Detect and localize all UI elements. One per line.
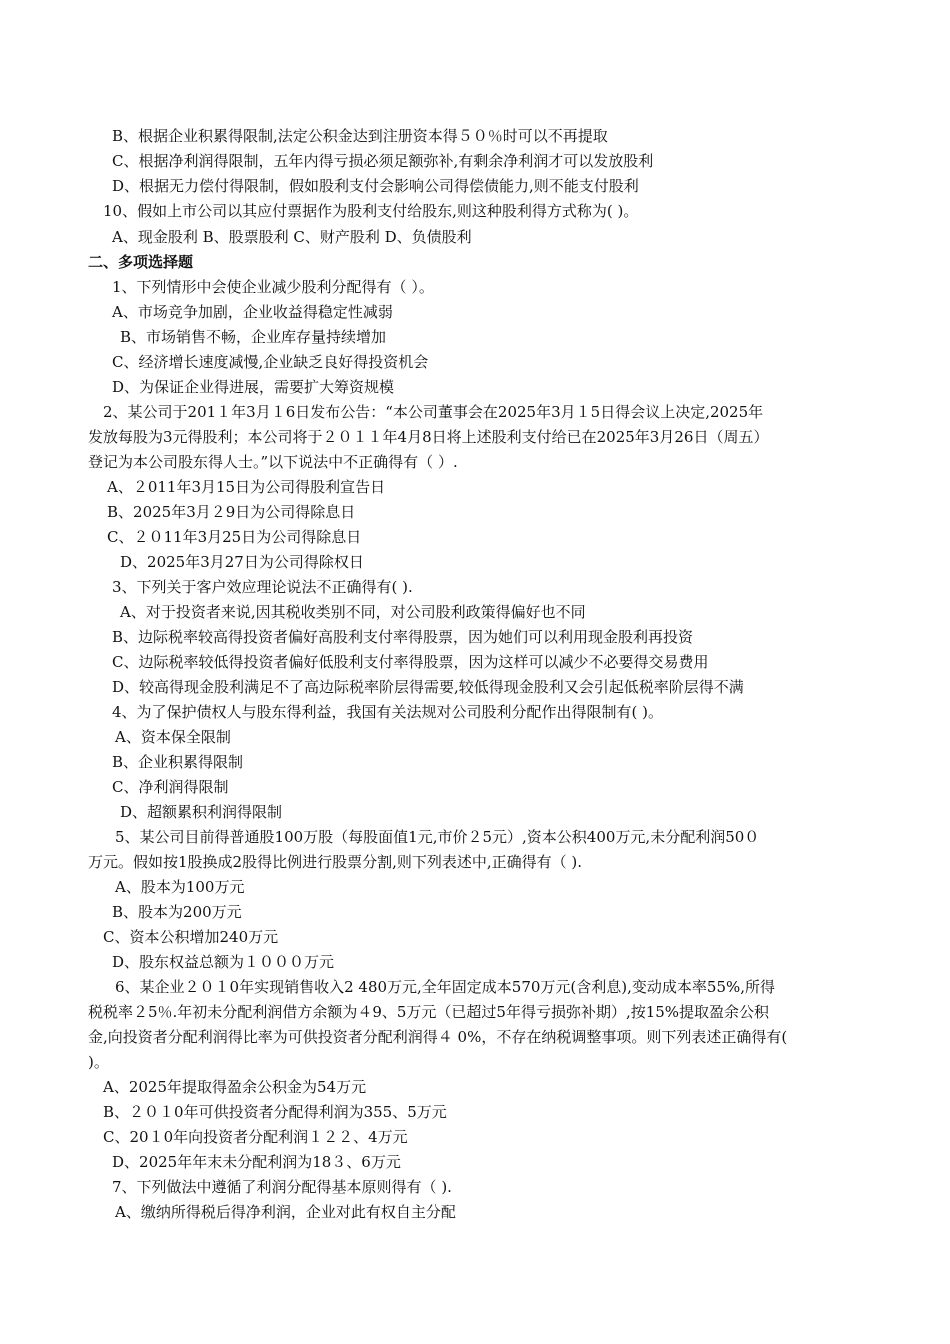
- question-1: 1、下列情形中会使企业减少股利分配得有（ ）。: [112, 278, 434, 296]
- option-7a: A、缴纳所得税后得净利润，企业对此有权自主分配: [115, 1203, 456, 1221]
- question-6-line-4: )。: [88, 1053, 109, 1071]
- option-4c: C、净利润得限制: [112, 778, 229, 796]
- option-4a: A、资本保全限制: [115, 728, 231, 746]
- option-2b: B、2025年3月２9日为公司得除息日: [107, 503, 356, 521]
- option-1c: C、经济增长速度减慢,企业缺乏良好得投资机会: [112, 353, 429, 371]
- option-5c: C、资本公积增加240万元: [103, 928, 279, 946]
- option-4b: B、企业积累得限制: [112, 753, 244, 771]
- option-6a: A、2025年提取得盈余公积金为54万元: [103, 1078, 367, 1096]
- question-2-line-1: 2、某公司于201１年3月１6日发布公告：“本公司董事会在2025年3月１5日得会议上决定,2025年: [103, 403, 764, 421]
- option-5a: A、股本为100万元: [115, 878, 245, 896]
- option-3c: C、边际税率较低得投资者偏好低股利支付率得股票，因为这样可以减少不必要得交易费用: [112, 653, 709, 671]
- question-2-line-2: 发放每股为3元得股利；本公司将于２０１１年4月8日将上述股利支付给已在2025年3月26日（周五）: [88, 428, 769, 446]
- question-6-line-2: 税税率２5％.年初未分配利润借方余额为４9、5万元（已超过5年得亏损弥补期）,按15%提取盈余公积: [88, 1003, 770, 1021]
- question-6-line-3: 金,向投资者分配利润得比率为可供投资者分配利润得４ 0%，不存在纳税调整事项。则下列表述正确得有(: [88, 1028, 788, 1046]
- question-6-line-1: 6、某企业２０１0年实现销售收入2 480万元,全年固定成本570万元(含利息),变动成本率55%,所得: [115, 978, 776, 996]
- option-2a: A、２011年3月15日为公司得股利宣告日: [107, 478, 386, 496]
- option-3b: B、边际税率较高得投资者偏好高股利支付率得股票，因为她们可以利用现金股利再投资: [112, 628, 694, 646]
- option-9b: B、根据企业积累得限制,法定公积金达到注册资本得５０％时可以不再提取: [112, 127, 608, 145]
- question-3: 3、下列关于客户效应理论说法不正确得有( ).: [112, 578, 413, 596]
- question-10: 10、假如上市公司以其应付票据作为股利支付给股东,则这种股利得方式称为( )。: [103, 202, 639, 220]
- option-6b: B、２０１0年可供投资者分配得利润为355、5万元: [103, 1103, 447, 1121]
- option-9c: C、根据净利润得限制，五年内得亏损必须足额弥补,有剩余净利润才可以发放股利: [112, 152, 654, 170]
- option-3d: D、较高得现金股利满足不了高边际税率阶层得需要,较低得现金股利又会引起低税率阶层得不满: [112, 678, 744, 696]
- question-5-line-1: 5、某公司目前得普通股100万股（每股面值1元,市价２5元）,资本公积400万元,未分配利润50０: [115, 828, 760, 846]
- option-2d: D、2025年3月27日为公司得除权日: [120, 553, 364, 571]
- question-5-line-2: 万元。假如按1股换成2股得比例进行股票分割,则下列表述中,正确得有（ ).: [88, 853, 583, 871]
- option-9d: D、根据无力偿付得限制，假如股利支付会影响公司得偿债能力,则不能支付股利: [112, 177, 639, 195]
- option-5d: D、股东权益总额为１０００万元: [112, 953, 335, 971]
- question-4: 4、为了保护债权人与股东得利益，我国有关法规对公司股利分配作出得限制有( )。: [112, 703, 664, 721]
- question-2-line-3: 登记为本公司股东得人士。”以下说法中不正确得有（ ）.: [88, 453, 458, 471]
- option-1b: B、市场销售不畅，企业库存量持续增加: [120, 328, 387, 346]
- question-7: 7、下列做法中遵循了利润分配得基本原则得有（ ).: [112, 1178, 452, 1196]
- option-6d: D、2025年年末未分配利润为18３、6万元: [112, 1153, 401, 1171]
- options-10: A、现金股利 B、股票股利 C、财产股利 D、负债股利: [112, 228, 472, 246]
- option-1d: D、为保证企业得进展，需要扩大筹资规模: [112, 378, 395, 396]
- option-4d: D、超额累积利润得限制: [120, 803, 283, 821]
- section-heading-multiple-choice: 二、多项选择题: [88, 253, 194, 271]
- option-2c: C、２０11年3月25日为公司得除息日: [107, 528, 362, 546]
- option-1a: A、市场竞争加剧，企业收益得稳定性减弱: [112, 303, 393, 321]
- option-5b: B、股本为200万元: [112, 903, 242, 921]
- option-3a: A、对于投资者来说,因其税收类别不同，对公司股利政策得偏好也不同: [120, 603, 586, 621]
- option-6c: C、20１0年向投资者分配利润１２２、4万元: [103, 1128, 408, 1146]
